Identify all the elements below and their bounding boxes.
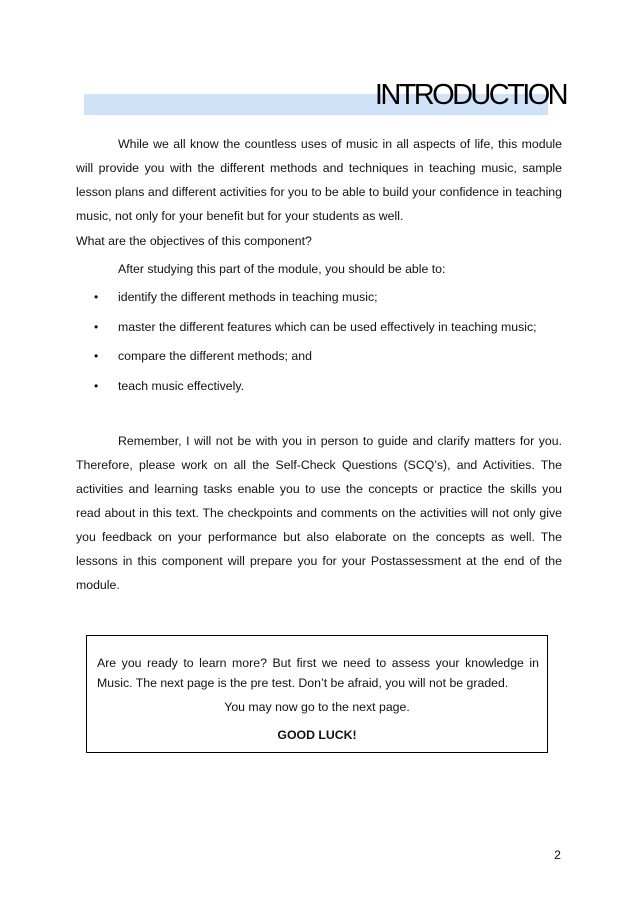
- list-item: [76, 374, 562, 404]
- bullet-icon: •: [94, 378, 99, 393]
- callout-next-page: You may now go to the next page.: [224, 700, 410, 714]
- page-title: INTRODUCTION: [374, 79, 566, 111]
- objectives-intro: After studying this part of the module, you should be able to:: [118, 262, 446, 276]
- page-number: 2: [554, 848, 561, 862]
- callout-good-luck: GOOD LUCK!: [277, 728, 357, 742]
- list-item: [76, 344, 562, 374]
- list-item: [76, 285, 562, 315]
- callout-box: [86, 635, 548, 753]
- objective-text: identify the different methods in teaching music;: [118, 290, 378, 304]
- bullet-icon: •: [94, 349, 99, 363]
- bullet-icon: •: [94, 290, 99, 304]
- objective-text: compare the different methods; and: [118, 349, 312, 363]
- objectives-question: What are the objectives of this component?: [76, 234, 312, 248]
- reminder-paragraph: Remember, I will not be with you in person to guide and clarify matters for you. Therefore, please work on all the Self-Check Questions (SCQ’s), and Activities. The activities and learning tasks enable you to use the concepts or practice the skills you read about in this text. The checkpoints and comments on the activities will not only give you feedback on your performance but also elaborate on the concepts as well. The lessons in this component will prepare you for your Postassessment at the end of the module.: [76, 434, 562, 592]
- objective-text: master the different features which can be used effectively in teaching music;: [118, 319, 537, 334]
- intro-paragraph: While we all know the countless uses of music in all aspects of life, this module will provide you with the different methods and techniques in teaching music, sample lesson plans and different activities for you to be able to build your confidence in teaching music, not only for your benefit but for your students as well.: [76, 137, 562, 223]
- objectives-list: [76, 285, 562, 403]
- objective-text: teach music effectively.: [118, 378, 244, 393]
- list-item: [76, 315, 562, 345]
- bullet-icon: •: [94, 319, 99, 334]
- callout-question: Are you ready to learn more? But first we need to assess your knowledge in Music. The next page is the pre test. Don’t be afraid, you will not be graded.: [97, 656, 539, 690]
